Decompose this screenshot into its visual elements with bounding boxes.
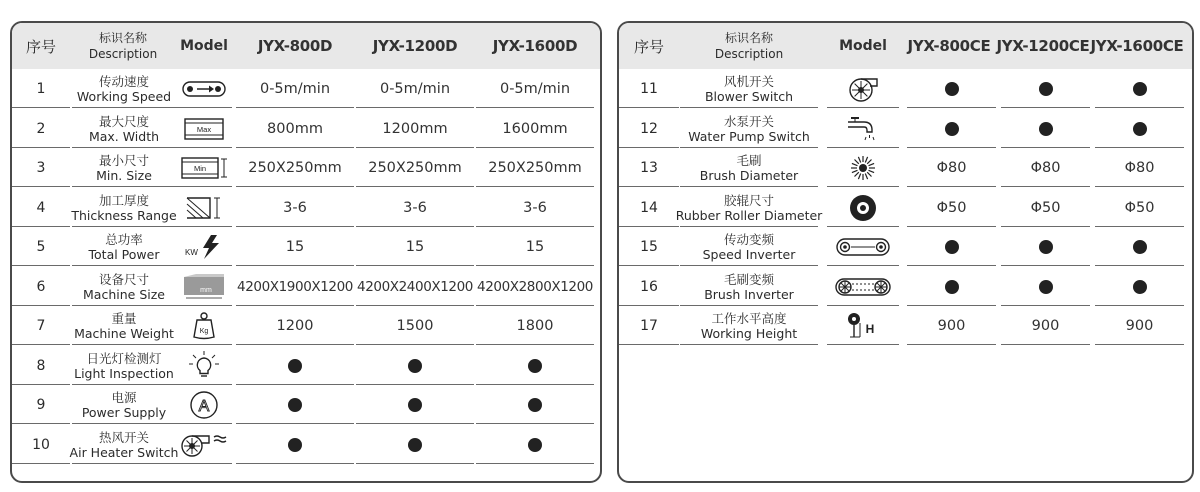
- spec-value: 1500: [356, 308, 474, 345]
- air-heater-icon: [176, 427, 232, 464]
- spec-value: 1200mm: [356, 111, 474, 148]
- table-row: [12, 111, 600, 150]
- row-number: 11: [619, 71, 679, 108]
- row-number: 14: [619, 190, 679, 227]
- svg-text:A: A: [198, 398, 210, 415]
- feature-dot: [907, 111, 996, 148]
- description-cn: 加工厚度: [98, 192, 149, 208]
- filled-dot-icon: [1039, 82, 1053, 96]
- row-description: [72, 269, 176, 306]
- header-model-2: JYX-1200D: [372, 37, 458, 55]
- spec-value: Φ50: [1095, 190, 1184, 227]
- description-cn: 胶辊尺寸: [723, 192, 774, 208]
- row-number: 7: [12, 308, 70, 345]
- header-desc-en: Description: [88, 47, 158, 61]
- table-row: [619, 229, 1192, 268]
- spec-value: 0-5m/min: [236, 71, 354, 108]
- brush-inverter-icon: [827, 269, 899, 306]
- water-tap-icon: [827, 111, 899, 148]
- description-en: Min. Size: [96, 168, 152, 183]
- row-number: 2: [12, 111, 70, 148]
- filled-dot-icon: [408, 438, 422, 452]
- spec-value: 250X250mm: [356, 150, 474, 187]
- thickness-icon: [176, 190, 232, 227]
- spec-value: 3-6: [356, 190, 474, 227]
- filled-dot-icon: [1133, 122, 1147, 136]
- feature-dot: [1095, 269, 1184, 306]
- filled-dot-icon: [528, 359, 542, 373]
- svg-text:mm: mm: [200, 286, 212, 294]
- machine-size-icon: [176, 269, 232, 306]
- spec-value: 1800: [476, 308, 594, 345]
- row-number: 17: [619, 308, 679, 345]
- row-number: 1: [12, 71, 70, 108]
- row-description: [680, 229, 818, 266]
- description-en: Machine Weight: [74, 326, 174, 341]
- description-en: Brush Diameter: [699, 168, 799, 183]
- row-description: [680, 71, 818, 108]
- feature-dot: [476, 427, 594, 464]
- row-description: [680, 111, 818, 148]
- spec-value: Φ80: [907, 150, 996, 187]
- min-size-icon: [176, 150, 232, 187]
- table-row: [12, 348, 600, 387]
- spec-value: 1600mm: [476, 111, 594, 148]
- description-cn: 传动速度: [98, 74, 149, 89]
- row-number: 5: [12, 229, 70, 266]
- svg-text:Min: Min: [193, 164, 207, 173]
- header-no: 序号: [25, 37, 56, 56]
- filled-dot-icon: [945, 280, 959, 294]
- row-description: [72, 150, 176, 187]
- feature-dot: [356, 387, 474, 424]
- row-number: 4: [12, 190, 70, 227]
- description-cn: 最小尺寸: [98, 153, 149, 168]
- row-description: [680, 308, 818, 345]
- filled-dot-icon: [1133, 240, 1147, 254]
- description-en: Rubber Roller Diameter: [675, 207, 823, 223]
- header-model-1: JYX-800CE: [907, 37, 991, 55]
- feature-dot: [476, 348, 594, 385]
- header-description: [680, 23, 818, 69]
- description-en: Water Pump Switch: [688, 128, 810, 144]
- spec-value: Φ80: [1001, 150, 1090, 187]
- header-no: 序号: [633, 37, 664, 56]
- description-en: Light Inspection: [74, 365, 174, 381]
- row-description: [72, 229, 176, 266]
- spec-table-left: [10, 21, 602, 483]
- table-header: [619, 23, 1192, 69]
- row-number: 15: [619, 229, 679, 266]
- table-row: [12, 71, 600, 110]
- table-row: [12, 229, 600, 268]
- header-model: Model: [180, 38, 228, 54]
- rubber-roller-icon: [827, 190, 899, 227]
- description-cn: 毛刷: [736, 153, 762, 168]
- filled-dot-icon: [945, 240, 959, 254]
- feature-dot: [1001, 71, 1090, 108]
- feature-dot: [1095, 111, 1184, 148]
- spec-value: 250X250mm: [236, 150, 354, 187]
- row-description: [680, 150, 818, 187]
- spec-table-right: [617, 21, 1194, 483]
- table-row: [12, 427, 600, 466]
- row-description: [72, 348, 176, 385]
- spec-value: 4200X2400X1200: [356, 269, 474, 306]
- header-model-2: JYX-1200CE: [996, 37, 1090, 55]
- feature-dot: [476, 387, 594, 424]
- spec-value: Φ50: [1001, 190, 1090, 227]
- row-description: [72, 71, 176, 108]
- description-cn: 传动变频: [723, 232, 774, 247]
- feature-dot: [907, 229, 996, 266]
- description-cn: 水泵开关: [723, 113, 774, 129]
- filled-dot-icon: [1039, 280, 1053, 294]
- spec-value: 250X250mm: [476, 150, 594, 187]
- filled-dot-icon: [288, 359, 302, 373]
- description-en: Working Speed: [76, 89, 172, 104]
- filled-dot-icon: [408, 359, 422, 373]
- row-number: 9: [12, 387, 70, 424]
- description-cn: 热风开关: [98, 429, 149, 445]
- light-bulb-icon: [176, 348, 232, 385]
- row-description: [675, 190, 823, 227]
- table-row: [12, 150, 600, 189]
- row-description: [72, 111, 176, 148]
- description-en: Speed Inverter: [702, 247, 796, 262]
- feature-dot: [907, 71, 996, 108]
- svg-text:KW: KW: [185, 248, 198, 257]
- header-model-1: JYX-800D: [257, 37, 333, 55]
- filled-dot-icon: [288, 438, 302, 452]
- description-cn: 毛刷变频: [723, 271, 774, 287]
- weight-icon: [176, 308, 232, 345]
- feature-dot: [356, 427, 474, 464]
- filled-dot-icon: [528, 398, 542, 412]
- spec-value: 900: [1001, 308, 1090, 345]
- description-cn: 电源: [111, 390, 137, 405]
- header-model-3: JYX-1600CE: [1090, 37, 1184, 55]
- description-en: Power Supply: [81, 405, 167, 420]
- row-number: 10: [12, 427, 70, 464]
- description-cn: 风机开关: [723, 74, 774, 89]
- spec-value: 3-6: [236, 190, 354, 227]
- spec-value: 900: [1095, 308, 1184, 345]
- row-number: 8: [12, 348, 70, 385]
- filled-dot-icon: [1039, 122, 1053, 136]
- description-cn: 重量: [111, 311, 137, 326]
- filled-dot-icon: [288, 398, 302, 412]
- filled-dot-icon: [1133, 280, 1147, 294]
- feature-dot: [1001, 229, 1090, 266]
- row-number: 16: [619, 269, 679, 306]
- spec-value: 1200: [236, 308, 354, 345]
- header-model: Model: [839, 38, 887, 54]
- conveyor-belt-arrow-icon: [176, 71, 232, 108]
- table-row: [619, 150, 1192, 189]
- spec-value: 4200X1900X1200: [236, 269, 354, 306]
- feature-dot: [1001, 269, 1090, 306]
- brush-icon: [827, 150, 899, 187]
- feature-dot: [1095, 229, 1184, 266]
- description-cn: 工作水平高度: [711, 311, 787, 326]
- description-cn: 日光灯检测灯: [86, 350, 162, 366]
- filled-dot-icon: [945, 82, 959, 96]
- table-row: [12, 190, 600, 229]
- spec-value: 900: [907, 308, 996, 345]
- header-description: [70, 23, 176, 69]
- header-desc-cn: 标识名称: [724, 31, 773, 45]
- feature-dot: [236, 387, 354, 424]
- power-supply-icon: [176, 387, 232, 424]
- spec-value: 0-5m/min: [476, 71, 594, 108]
- table-header: [12, 23, 600, 69]
- table-row: [12, 387, 600, 426]
- feature-dot: [1001, 111, 1090, 148]
- row-number: 6: [12, 269, 70, 306]
- description-en: Thickness Range: [71, 207, 177, 223]
- spec-value: 3-6: [476, 190, 594, 227]
- description-en: Blower Switch: [704, 89, 794, 104]
- svg-text:Kg: Kg: [199, 328, 209, 335]
- description-en: Total Power: [88, 247, 160, 262]
- spec-value: 15: [236, 229, 354, 266]
- header-desc-en: Description: [714, 47, 784, 61]
- svg-text:H: H: [865, 322, 875, 336]
- table-row: [619, 71, 1192, 110]
- filled-dot-icon: [408, 398, 422, 412]
- description-cn: 总功率: [105, 232, 143, 247]
- description-en: Brush Inverter: [704, 286, 794, 302]
- filled-dot-icon: [945, 122, 959, 136]
- feature-dot: [356, 348, 474, 385]
- description-en: Machine Size: [83, 286, 165, 302]
- power-kw-icon: [176, 229, 232, 266]
- header-desc-cn: 标识名称: [98, 31, 147, 45]
- row-description: [680, 269, 818, 306]
- spec-value: Φ50: [907, 190, 996, 227]
- description-cn: 设备尺寸: [98, 271, 149, 287]
- description-en: Air Heater Switch: [69, 444, 179, 460]
- row-number: 13: [619, 150, 679, 187]
- row-description: [72, 387, 176, 424]
- row-number: 12: [619, 111, 679, 148]
- feature-dot: [236, 348, 354, 385]
- row-description: [72, 190, 176, 227]
- header-model-3: JYX-1600D: [492, 37, 578, 55]
- max-width-icon: [176, 111, 232, 148]
- description-en: Working Height: [700, 326, 798, 341]
- filled-dot-icon: [1039, 240, 1053, 254]
- description-cn: 最大尺度: [98, 113, 149, 129]
- table-row: [619, 269, 1192, 308]
- spec-value: Φ80: [1095, 150, 1184, 187]
- svg-text:Max: Max: [196, 124, 212, 134]
- working-height-icon: [827, 308, 899, 345]
- table-row: [619, 308, 1192, 347]
- speed-inverter-icon: [827, 229, 899, 266]
- filled-dot-icon: [1133, 82, 1147, 96]
- row-description: [72, 308, 176, 345]
- row-number: 3: [12, 150, 70, 187]
- spec-value: 15: [356, 229, 474, 266]
- spec-value: 0-5m/min: [356, 71, 474, 108]
- table-row: [12, 308, 600, 347]
- filled-dot-icon: [528, 438, 542, 452]
- spec-value: 4200X2800X1200: [476, 269, 594, 306]
- feature-dot: [907, 269, 996, 306]
- description-en: Max. Width: [88, 128, 160, 144]
- spec-value: 15: [476, 229, 594, 266]
- feature-dot: [1095, 71, 1184, 108]
- table-row: [12, 269, 600, 308]
- blower-icon: [827, 71, 899, 108]
- row-description: [69, 427, 179, 464]
- table-row: [619, 190, 1192, 229]
- feature-dot: [236, 427, 354, 464]
- spec-value: 800mm: [236, 111, 354, 148]
- table-row: [619, 111, 1192, 150]
